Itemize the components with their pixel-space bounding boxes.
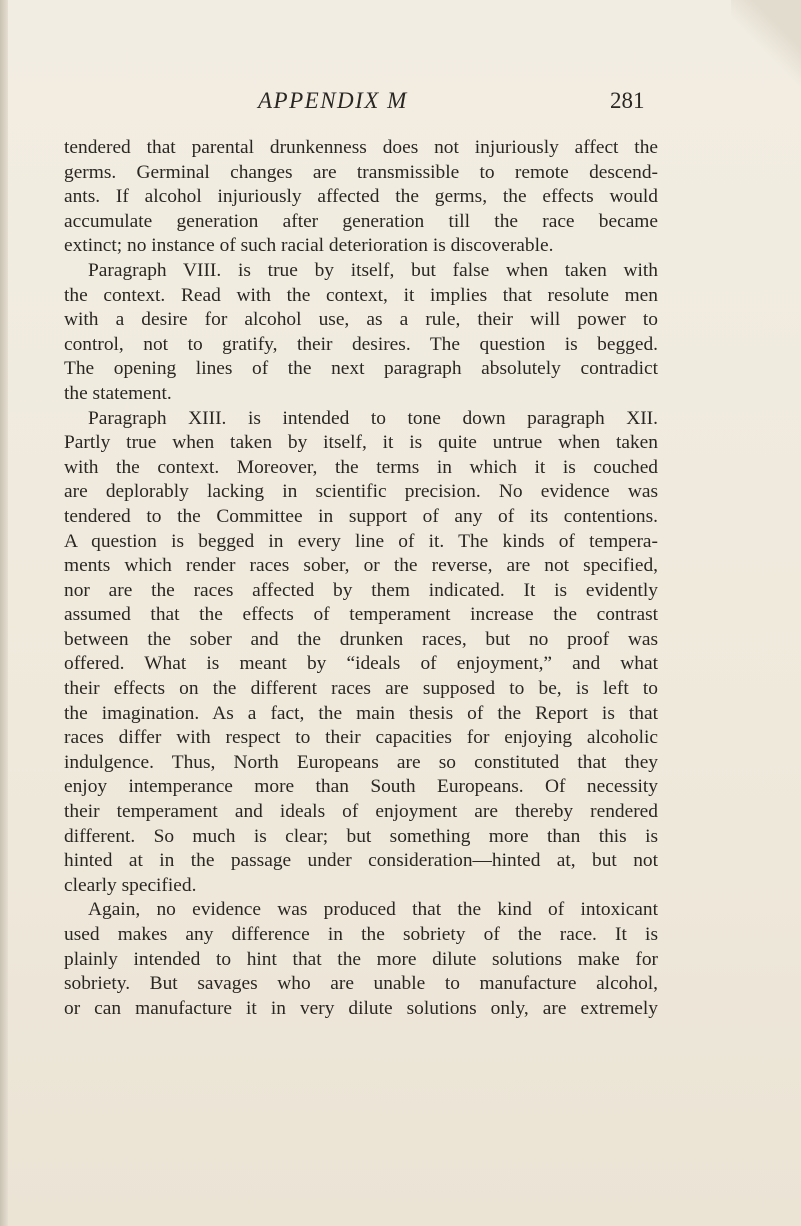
text-line: with the context. Moreover, the terms in which it is couched: [64, 456, 658, 478]
text-line: offered. What is meant by “ideals of enjoyment,” and what: [64, 653, 658, 675]
text-line: indulgence. Thus, North Europeans are so constituted that they: [64, 751, 658, 773]
text-line: ants. If alcohol injuriously affected the germs, the effects would: [64, 186, 658, 208]
text-line: their temperament and ideals of enjoyment are thereby rendered: [64, 801, 658, 823]
text-line: their effects on the different races are supposed to be, is left to: [64, 678, 658, 700]
text-line: with a desire for alcohol use, as a rule, their will power to: [64, 309, 658, 331]
text-line: different. So much is clear; but something more than this is: [64, 825, 658, 847]
text-line: Paragraph VIII. is true by itself, but false when taken with: [88, 259, 658, 281]
text-line: germs. Germinal changes are transmissible to remote descend-: [64, 161, 658, 183]
text-line: races differ with respect to their capacities for enjoying alcoholic: [64, 727, 658, 749]
text-line: nor are the races affected by them indicated. It is evidently: [64, 579, 658, 601]
text-line: plainly intended to hint that the more dilute solutions make for: [64, 948, 658, 970]
text-line: the imagination. As a fact, the main thesis of the Report is that: [64, 702, 658, 724]
text-line: Paragraph XIII. is intended to tone down paragraph XII.: [88, 407, 658, 429]
page-corner-fold: [731, 0, 801, 90]
text-line: Partly true when taken by itself, it is quite untrue when taken: [64, 432, 658, 454]
text-line: hinted at in the passage under consideration—hinted at, but not: [64, 850, 658, 872]
running-head: APPENDIX M: [258, 88, 408, 113]
text-line: between the sober and the drunken races, but no proof was: [64, 628, 658, 650]
text-line: tendered that parental drunkenness does not injuriously affect the: [64, 137, 658, 158]
text-line: Again, no evidence was produced that the kind of intoxicant: [88, 899, 658, 921]
text-line: enjoy intemperance more than South Europeans. Of necessity: [64, 776, 658, 798]
text-line: the context. Read with the context, it implies that resolute men: [64, 284, 658, 306]
text-line: sobriety. But savages who are unable to manufacture alcohol,: [64, 973, 658, 995]
body-text: [64, 136, 658, 1021]
text-line: The opening lines of the next paragraph absolutely contradict: [64, 358, 658, 380]
text-line: extinct; no instance of such racial deterioration is discoverable.: [64, 235, 554, 257]
text-line: accumulate generation after generation till the race became: [64, 210, 658, 232]
text-line: A question is begged in every line of it. The kinds of tempera-: [64, 530, 658, 552]
text-line: or can manufacture it in very dilute solutions only, are extremely: [64, 997, 658, 1019]
text-line: assumed that the effects of temperament increase the contrast: [64, 604, 658, 626]
text-line: control, not to gratify, their desires. The question is begged.: [64, 333, 658, 355]
text-line: clearly specified.: [64, 874, 197, 896]
text-line: the statement.: [64, 382, 172, 404]
text-line: ments which render races sober, or the reverse, are not specified,: [64, 555, 658, 577]
text-line: are deplorably lacking in scientific precision. No evidence was: [64, 481, 658, 503]
page-header: [0, 88, 801, 118]
text-line: tendered to the Committee in support of any of its contentions.: [64, 505, 658, 527]
text-line: used makes any difference in the sobriety of the race. It is: [64, 924, 658, 945]
page-gutter-shadow: [0, 0, 8, 1226]
page-number: 281: [610, 88, 645, 113]
